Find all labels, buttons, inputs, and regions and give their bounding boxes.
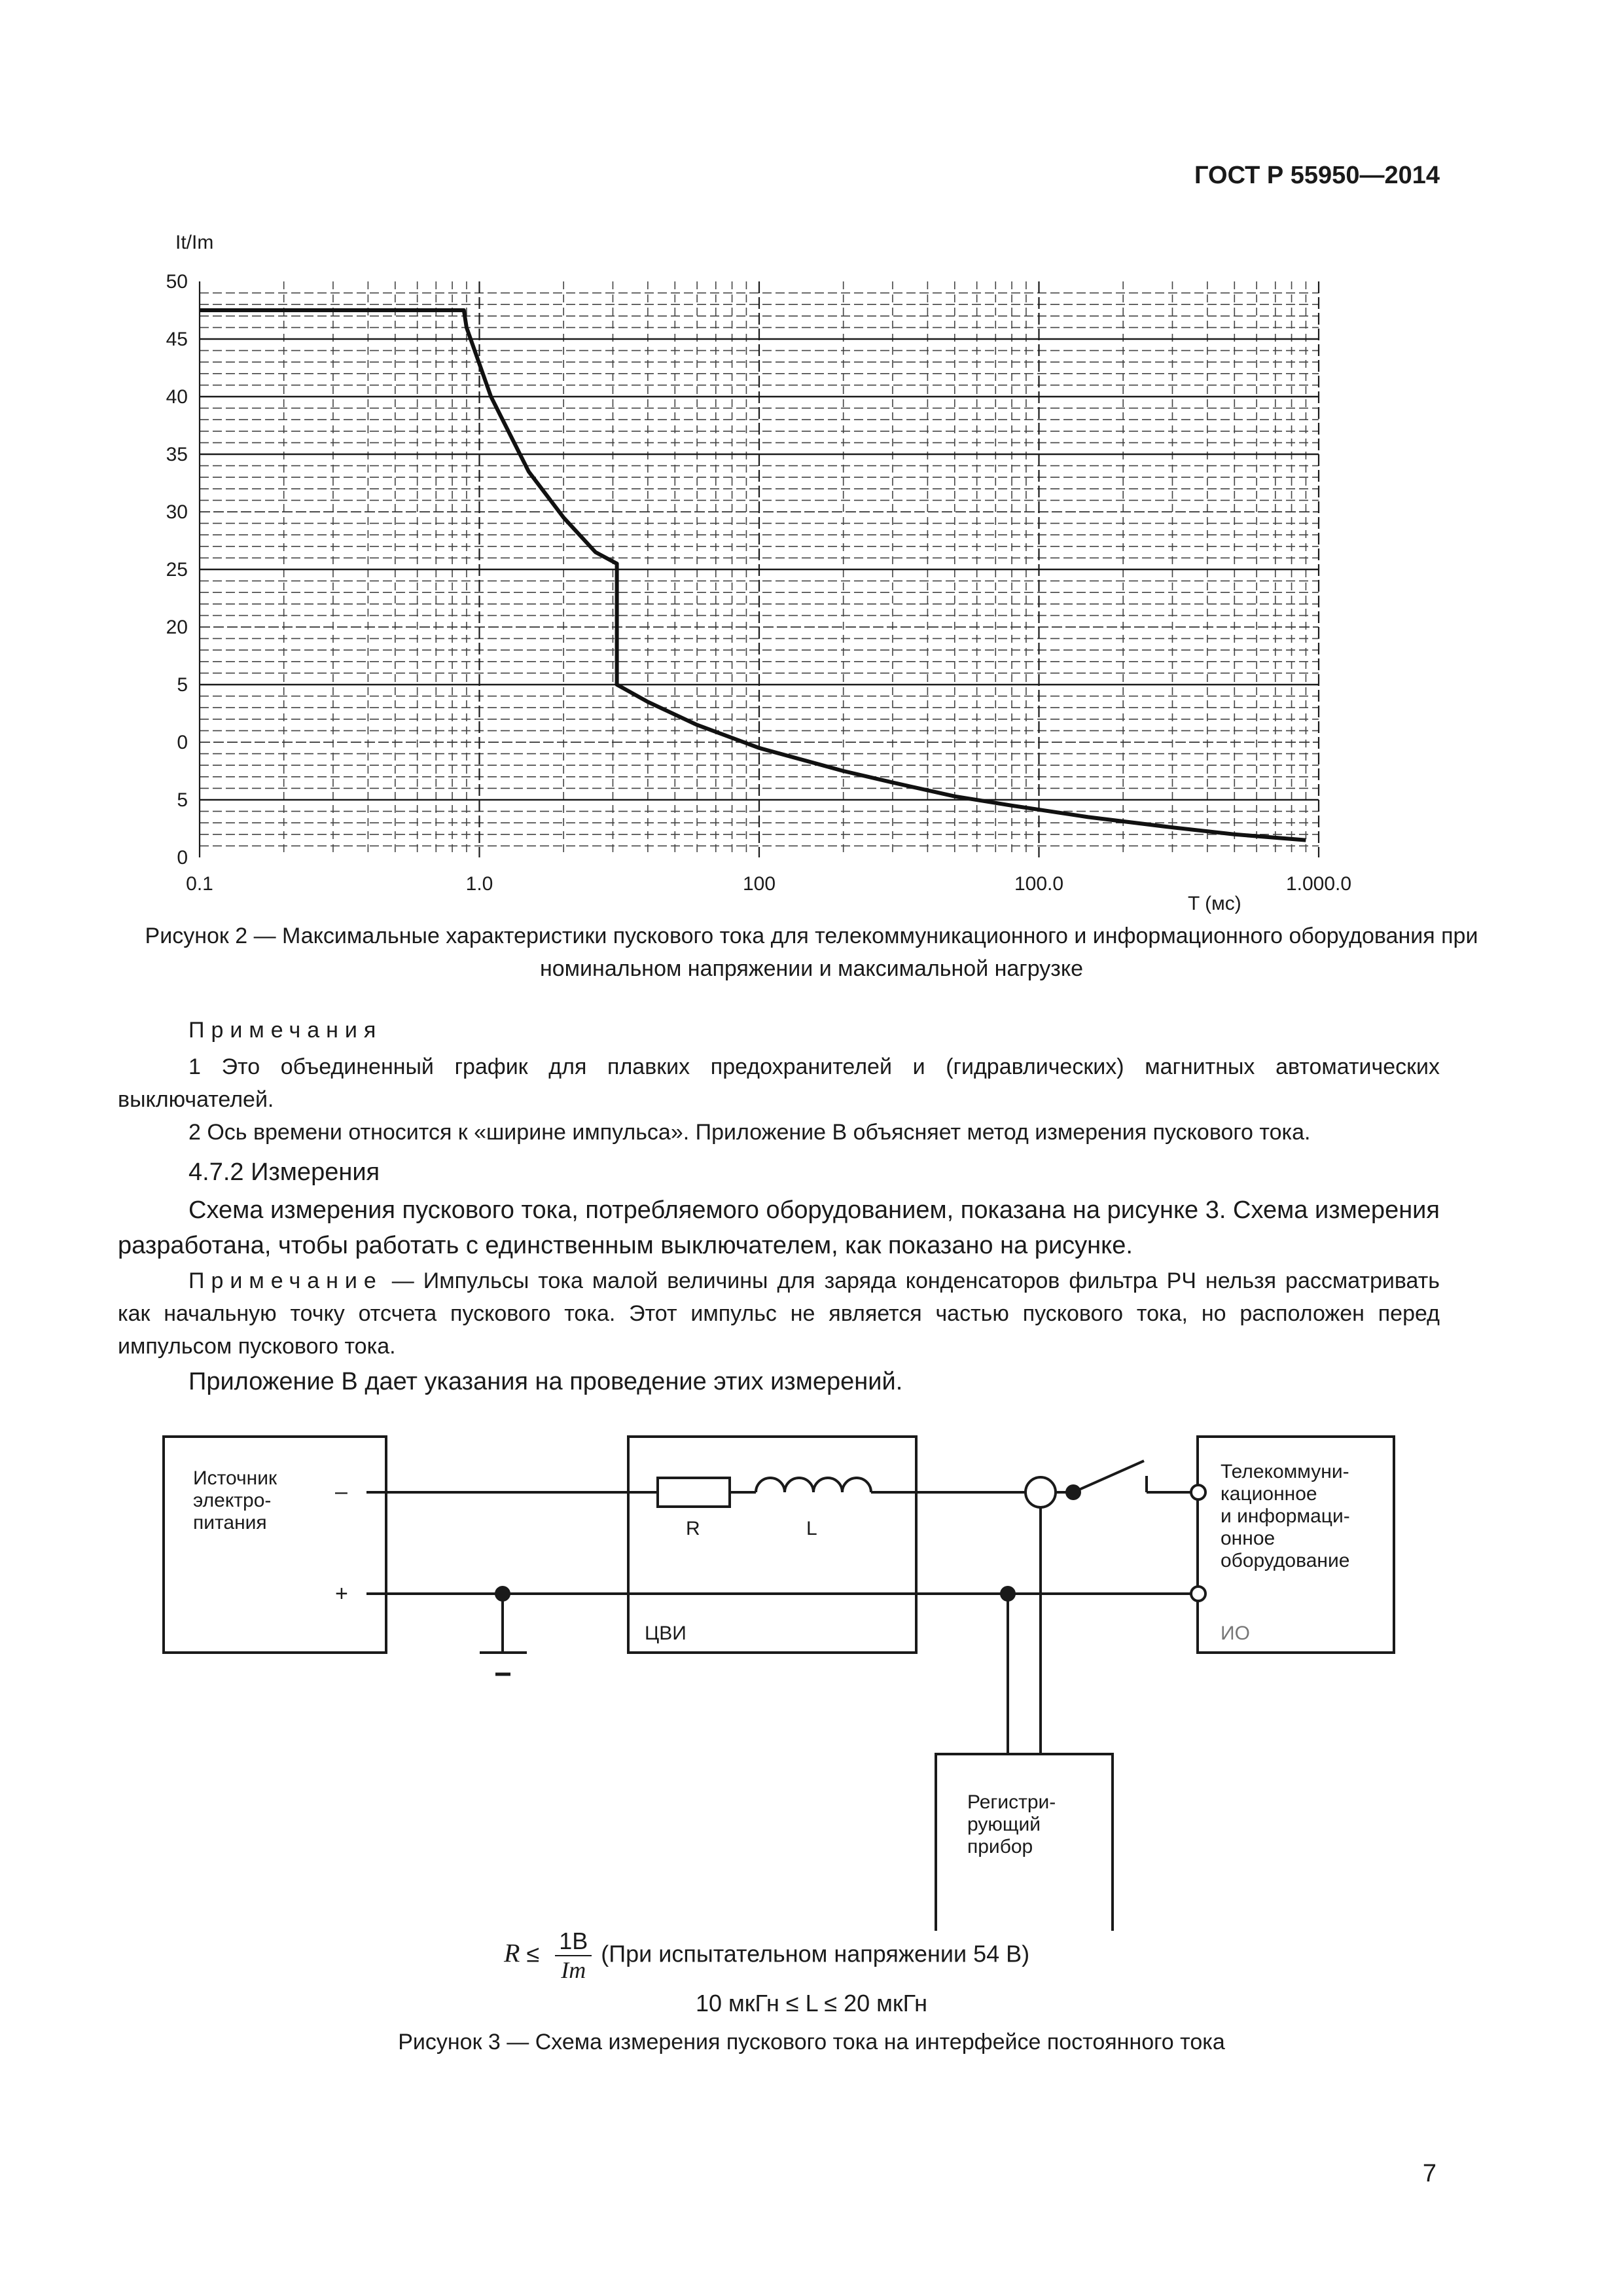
equipment-label-line-1: Телекоммуни- — [1221, 1461, 1349, 1482]
section-heading: 4.7.2 Измерения — [188, 1158, 380, 1186]
y-axis-label: It/Im — [175, 232, 214, 253]
resistor-label: R — [686, 1518, 700, 1539]
inrush-chart — [0, 0, 1623, 916]
note-item-1: 1 Это объединенный график для плавких предохранителей и (гидравлических) магнитных автоматических выключателей. — [118, 1054, 1440, 1112]
current-probe-icon — [1026, 1477, 1056, 1507]
figure-2-caption: Рисунок 2 — Максимальные характеристики пускового тока для телекоммуникационного и информационного оборудования при номинальном напряжении и максимальной нагрузке — [145, 924, 1478, 981]
equipment-label-line-3: и информаци- — [1221, 1505, 1350, 1527]
equipment-label-line-4: онное — [1221, 1528, 1275, 1549]
y-tick-label: 25 — [166, 559, 188, 581]
recorder-label-line-1: Регистри- — [967, 1791, 1056, 1813]
inductor-icon — [756, 1478, 871, 1492]
y-tick-label: 5 — [177, 789, 188, 811]
y-tick-label: 45 — [166, 329, 188, 350]
y-tick-label: 0 — [177, 732, 188, 753]
equipment-label-line-5: оборудование — [1221, 1550, 1350, 1571]
recorder-label — [967, 1791, 1061, 1857]
recorder-label-line-2: рующий — [967, 1814, 1041, 1835]
resistance-formula — [504, 1928, 1029, 1984]
notes-title: Примечания — [188, 1018, 383, 1043]
io-label: ИО — [1221, 1623, 1250, 1644]
switch-blade — [1073, 1461, 1144, 1492]
plus-terminal-label: + — [335, 1581, 348, 1606]
inductance-range: 10 мкГн ≤ L ≤ 20 мкГн — [695, 1990, 927, 2017]
inrush-curve-series-1 — [200, 310, 1306, 840]
chart-grid — [200, 281, 1319, 857]
equipment-label-line-2: кационное — [1221, 1483, 1317, 1505]
y-tick-label: 35 — [166, 444, 188, 465]
source-label-line-1: Источник — [193, 1467, 277, 1489]
formula-denominator: Im — [561, 1957, 586, 1983]
note-item-2: 2 Ось времени относится к «ширине импульса». Приложение В объясняет метод измерения пускового тока. — [188, 1120, 1311, 1145]
appendix-reference: Приложение В дает указания на проведение этих измерений. — [188, 1368, 903, 1395]
y-tick-label: 0 — [177, 847, 188, 869]
x-tick-label: 1.0 — [465, 873, 493, 895]
figure-3-caption: Рисунок 3 — Схема измерения пускового тока на интерфейсе постоянного тока — [398, 2030, 1225, 2054]
measurement-schematic — [0, 1407, 1623, 1931]
x-axis-label: T (мс) — [1188, 893, 1241, 914]
x-tick-label: 100 — [742, 873, 776, 895]
source-label-line-2: электро- — [193, 1490, 272, 1511]
section-text: Схема измерения пускового тока, потребляемого оборудованием, показана на рисунке 3. Схема измерения разработана, чтобы работать с единственным выключателем, как показано на рисунке. — [118, 1196, 1440, 1259]
x-tick-label: 100.0 — [1014, 873, 1064, 895]
equipment-label — [1221, 1461, 1355, 1571]
y-tick-label: 5 — [177, 674, 188, 696]
formula-note: (При испытательном напряжении 54 В) — [601, 1940, 1030, 1967]
minus-terminal-label: – — [335, 1479, 348, 1504]
formula-le: ≤ — [520, 1940, 546, 1967]
section-note — [118, 1265, 1440, 1363]
cvi-box — [628, 1437, 916, 1653]
section-note-text: — Импульсы тока малой величины для заряда конденсаторов фильтра РЧ нельзя рассматривать как начальную точку отсчета пускового тока. Этот импульс не является частью пускового тока, но расположен перед импульсом пускового тока. — [118, 1268, 1440, 1359]
section-note-lead: Примечание — [188, 1268, 383, 1293]
recorder-label-line-3: прибор — [967, 1836, 1033, 1857]
source-label-line-3: питания — [193, 1512, 267, 1534]
cvi-label: ЦВИ — [645, 1623, 687, 1644]
y-tick-label: 20 — [166, 617, 188, 638]
formula-fraction — [555, 1928, 592, 1984]
x-tick-label: 0.1 — [186, 873, 213, 895]
x-tick-label: 1.000.0 — [1285, 873, 1352, 895]
formula-numerator: 1В — [555, 1928, 592, 1956]
y-tick-label: 50 — [166, 271, 188, 293]
standard-number: ГОСТ Р 55950—2014 — [1194, 162, 1440, 189]
resistor-icon — [658, 1478, 730, 1507]
source-label — [193, 1467, 282, 1534]
y-tick-label: 40 — [166, 386, 188, 408]
formula-r: R — [504, 1938, 520, 1968]
page-number: 7 — [1422, 2160, 1436, 2187]
y-tick-label: 30 — [166, 501, 188, 523]
inductor-label: L — [806, 1518, 817, 1539]
